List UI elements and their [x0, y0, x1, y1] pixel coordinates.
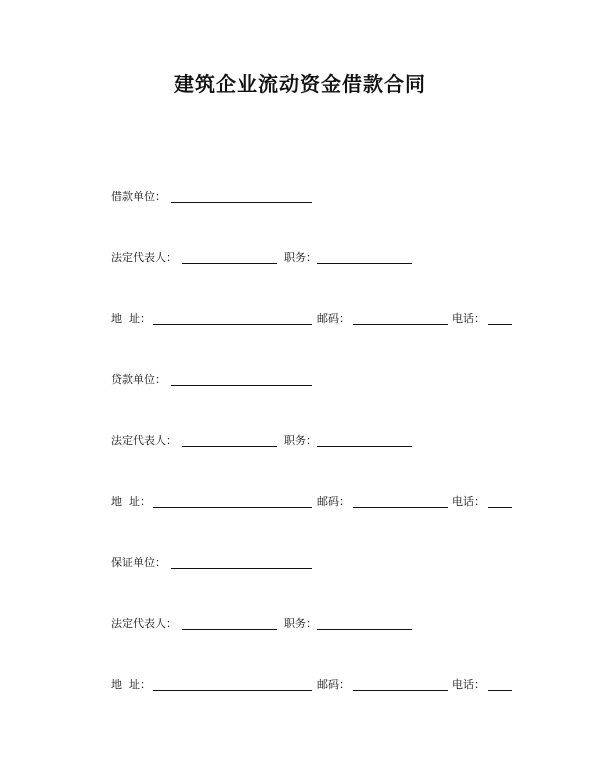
guarantor-position-blank[interactable] [317, 629, 412, 630]
lender-unit-blank[interactable] [171, 385, 312, 386]
guarantor-unit-label: 保证单位： [111, 556, 166, 569]
lender-postcode-blank[interactable] [353, 507, 448, 508]
borrower-position-blank[interactable] [317, 263, 412, 264]
borrower-postcode-label: 邮码： [317, 312, 350, 325]
borrower-rep-blank[interactable] [182, 263, 277, 264]
guarantor-address-label: 地 址： [111, 678, 151, 691]
guarantor-address-blank[interactable] [153, 690, 312, 691]
borrower-address-label: 地 址： [111, 312, 151, 325]
borrower-unit-blank[interactable] [171, 202, 312, 203]
guarantor-unit-blank[interactable] [171, 568, 312, 569]
lender-address-label: 地 址： [111, 495, 151, 508]
guarantor-phone-blank[interactable] [488, 690, 512, 691]
guarantor-phone-label: 电话： [452, 678, 485, 691]
borrower-unit-label: 借款单位： [111, 190, 166, 203]
borrower-rep-label: 法定代表人： [111, 251, 177, 264]
document-title: 建筑企业流动资金借款合同 [174, 72, 426, 96]
lender-rep-blank[interactable] [182, 446, 277, 447]
lender-phone-label: 电话： [452, 495, 485, 508]
lender-address-blank[interactable] [153, 507, 312, 508]
borrower-postcode-blank[interactable] [353, 324, 448, 325]
guarantor-postcode-blank[interactable] [353, 690, 448, 691]
borrower-position-label: 职务： [284, 251, 317, 264]
guarantor-rep-blank[interactable] [182, 629, 277, 630]
borrower-address-blank[interactable] [153, 324, 312, 325]
lender-postcode-label: 邮码： [317, 495, 350, 508]
guarantor-position-label: 职务： [284, 617, 317, 630]
lender-position-label: 职务： [284, 434, 317, 447]
lender-phone-blank[interactable] [488, 507, 512, 508]
borrower-phone-label: 电话： [452, 312, 485, 325]
lender-position-blank[interactable] [317, 446, 412, 447]
borrower-phone-blank[interactable] [488, 324, 512, 325]
guarantor-rep-label: 法定代表人： [111, 617, 177, 630]
lender-rep-label: 法定代表人： [111, 434, 177, 447]
lender-unit-label: 贷款单位： [111, 373, 166, 386]
guarantor-postcode-label: 邮码： [317, 678, 350, 691]
